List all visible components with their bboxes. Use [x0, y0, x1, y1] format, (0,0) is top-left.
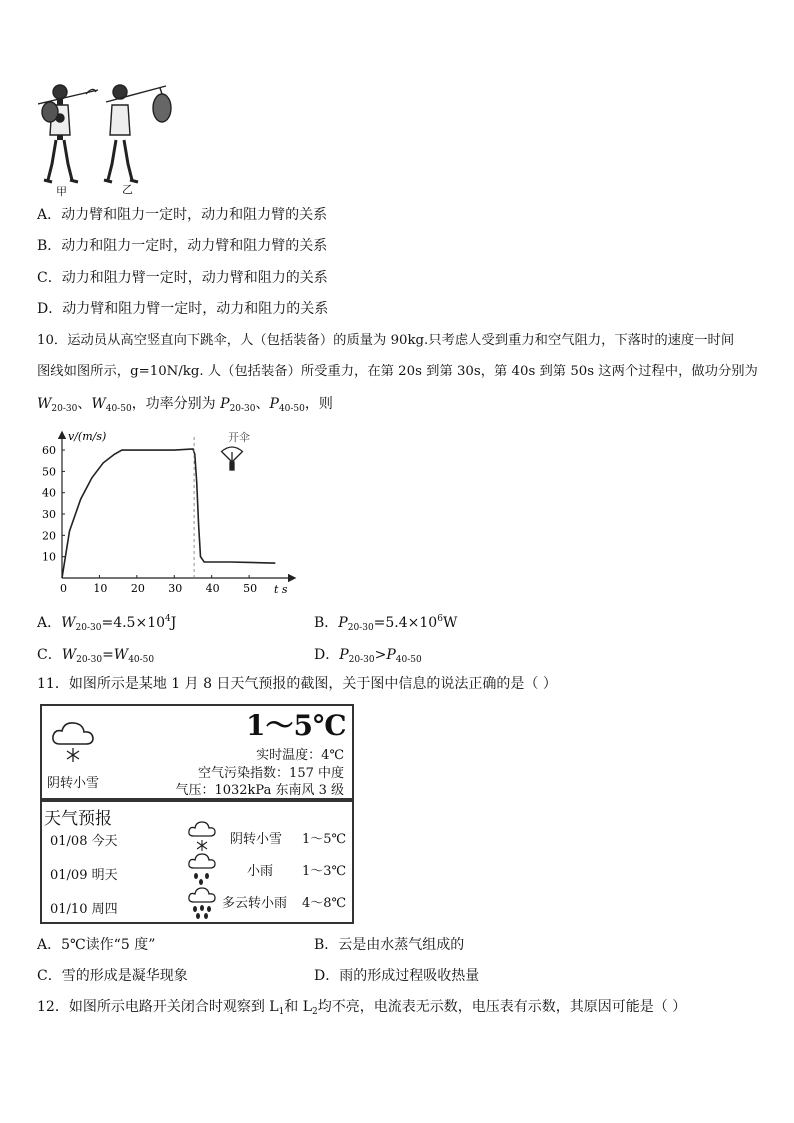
y-axis-label: v/(m/s)	[68, 430, 107, 443]
forecast-panel	[40, 800, 354, 924]
forecast-temp-2: 1～3℃	[302, 864, 347, 879]
x-tick-label: 10	[93, 582, 108, 595]
q11-option-c: C．雪的形成是凝华现象	[37, 968, 188, 984]
q10-option-b: B．$P_{20-30}=5.4\times 10^6W$	[314, 614, 458, 633]
cloud-snow-icon	[50, 718, 98, 766]
forecast-date-3: 01/10 周四	[50, 902, 118, 917]
x-tick-label: 30	[168, 582, 183, 595]
q11-option-d: D．雨的形成过程吸收热量	[314, 968, 480, 984]
q11-option-b: B．云是由水蒸气组成的	[314, 937, 465, 953]
q10-text-line2: 图线如图所示，g=10N/kg. 人（包括装备）所受重力，在第 20s 到第 30s，第 40s 到第 50s 这两个过程中，做功分别为	[37, 364, 758, 379]
current-pressure-wind: 气压：1032kPa 东南风 3 级	[175, 783, 344, 798]
current-realtime-temp: 实时温度：4℃	[256, 748, 344, 763]
velocity-curve	[62, 449, 275, 578]
forecast-date-1: 01/08 今天	[50, 834, 118, 849]
q10-option-a: A．$W_{20-30}=4.5\times 10^4J$	[37, 614, 177, 633]
current-condition: 阴转小雪	[47, 776, 100, 791]
x-axis-label: t s	[274, 583, 288, 596]
y-tick-label: 20	[42, 529, 56, 543]
q10-text-line1: 10．运动员从高空竖直向下跳伞，人（包括装备）的质量为 90kg.只考虑人受到重力和空气阻力，下落时的速度一时间	[37, 333, 735, 348]
y-tick-label: 10	[42, 550, 56, 564]
y-tick-label: 40	[42, 486, 56, 500]
q9-option-b: B．动力和阻力一定时，动力臂和阻力臂的关系	[37, 238, 328, 254]
y-tick-label: 60	[42, 444, 56, 458]
q10-text-line3: $W_{20-30}$、$W_{40-50}$，功率分别为 $P_{20-30}$、$P_{40-50}$，则	[37, 396, 333, 414]
q10-option-c: C．$W_{20-30}=W_{40-50}$	[37, 647, 155, 665]
current-temp-range: 1～5℃	[246, 709, 347, 742]
velocity-time-chart	[36, 428, 300, 604]
q12-question: 12．如图所示电路开关闭合时观察到 $L_1$和 $L_2$均不亮，电流表无示数，电压表有示数，其原因可能是（ ）	[37, 999, 687, 1017]
person-yi	[104, 85, 171, 182]
current-aqi: 空气污染指数：157 中度	[198, 766, 344, 781]
forecast-date-2: 01/09 明天	[50, 868, 118, 883]
cloud-rain-icon	[187, 852, 217, 886]
person-jia	[38, 85, 98, 182]
forecast-title: 天气预报	[44, 809, 112, 829]
cloud-heavy-rain-icon	[187, 886, 217, 920]
q11-question: 11．如图所示是某地 1 月 8 日天气预报的截图，关于图中信息的说法正确的是（ ）	[37, 676, 557, 692]
x-tick-label: 20	[130, 582, 145, 595]
q10-option-d: D．$P_{20-30}>P_{40-50}$	[314, 647, 422, 665]
label-yi: 乙	[122, 183, 133, 196]
cloud-snow-icon	[187, 820, 217, 854]
label-jia: 甲	[56, 185, 67, 198]
x-tick-label: 50	[243, 582, 258, 595]
x-tick-label: 0	[60, 582, 67, 595]
parachute-icon	[221, 447, 243, 470]
lever-figure-people	[38, 80, 188, 198]
current-weather-panel	[40, 704, 354, 800]
q9-option-d: D．动力臂和阻力臂一定时，动力和阻力的关系	[37, 301, 329, 317]
forecast-temp-1: 1～5℃	[302, 832, 347, 847]
forecast-weather-1: 阴转小雪	[230, 832, 283, 847]
forecast-temp-3: 4～8℃	[302, 896, 347, 911]
q9-option-c: C．动力和阻力臂一定时，动力臂和阻力的关系	[37, 270, 328, 286]
forecast-weather-2: 小雨	[247, 864, 274, 879]
x-tick-label: 40	[205, 582, 220, 595]
y-tick-label: 30	[42, 508, 56, 522]
forecast-weather-3: 多云转小雨	[222, 896, 288, 911]
parachute-annotation: 开伞	[228, 431, 250, 444]
q11-option-a: A．5℃读作“5 度”	[37, 937, 156, 953]
q9-option-a: A．动力臂和阻力一定时，动力和阻力臂的关系	[37, 207, 328, 223]
y-tick-label: 50	[42, 465, 56, 479]
